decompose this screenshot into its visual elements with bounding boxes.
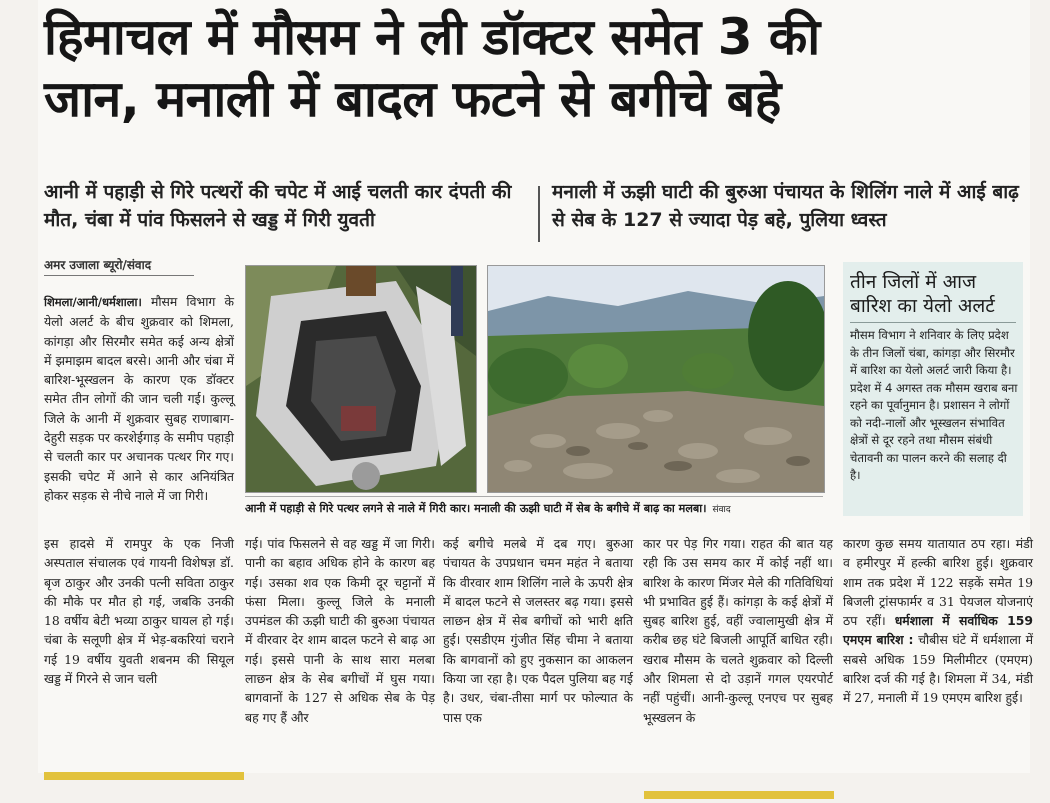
accent-bar-left [44,772,244,780]
subheadline-divider [538,186,540,242]
column-3: कई बगीचे मलबे में दब गए। बुरुआ पंचायत के उपप्रधान चमन महंत ने बताया कि वीरवार शाम शिलिंग नाले के ऊपरी क्षेत्र में बादल फटने से जलस्तर बढ़ गया। इससे लाछन क्षेत्र में सेब बगीचों को भारी क्षति हुई। एसडीएम गुंजीत सिंह चीमा ने बताया कि बागवानों को हुए नुकसान का आकलन किया जा रहा है। एक पैदल पुलिया बह गई है। उधर, चंबा-तीसा मार्ग पर फोल्यात के पास एक [443,536,633,725]
dateline: शिमला/आनी/धर्मशाला। [44,295,142,309]
caption-text: आनी में पहाड़ी से गिरे पत्थर लगने से नाले में गिरी कार। मनाली की ऊझी घाटी में सेब के बगीचे में बाढ़ का मलबा। [245,502,707,515]
crashed-car-illustration [246,266,476,492]
column-5-text-b: चौबीस घंटे में धर्मशाला में सबसे अधिक 159 मिलीमीटर (एमएम) बारिश दर्ज की गई है। शिमला में 34, मंडी में 27, मनाली में 19 एमएम बारिश हुई। [843,632,1033,706]
debris-orchard-illustration [488,266,824,492]
column-5-subhead: धर्मशाला में सर्वाधिक 159 एमएम बारिश : [843,613,1033,648]
lead-paragraph [44,292,234,505]
sidebox-title: तीन जिलों में आज बारिश का येलो अलर्ट [850,271,995,317]
caption-credit: संवाद [712,505,731,515]
lead-text: मौसम विभाग के येलो अलर्ट के बीच शुक्रवार को शिमला, कांगड़ा और सिरमौर समेत कई अन्य क्षेत्रों में झमाझम बादल बरसे। आनी और चंबा में बारिश-भूस्खलन के कारण एक डॉक्टर समेत तीन लोगों की जान चली गई। कुल्लू जिले के आनी में शुक्रवार सुबह राणाबाग- देहुरी सड़क पर करशेईगाड़ के समीप पहाड़ी से चलती कार पर अचानक पत्थर गिर गए। इसकी चपेट में आने से कार अनियंत्रित होकर सड़क से नीचे नाले में जा गिरी। [44,294,234,503]
bottom-accent-strip [44,765,1030,773]
headline-line-2: जान, मनाली में बादल फटने से बगीचे बहे [44,70,781,128]
subheadline-right: मनाली में ऊझी घाटी की बुरुआ पंचायत के शिलिंग नाले में आई बाढ़ से सेब के 127 से ज्यादा पेड़ बहे, पुलिया ध्वस्त [552,181,1019,231]
crashed-car-photo [245,265,477,493]
column-2: गई। पांव फिसलने से वह खड्ड में जा गिरी। पानी का बहाव अधिक होने के कारण बह गई। उसका शव एक किमी दूर चट्टानों में फंसा मिला। कुल्लू जिले के मनाली उपमंडल की ऊझी घाटी की बुरुआ पंचायत में वीरवार देर शाम बादल फटने से बाढ़ आ गई। इससे पानी के साथ सारा मलबा लाछन क्षेत्र के सेब बगीचों में घुस गया। बागवानों के 127 से अधिक सेब के पेड़ बह गए हैं और [245,536,435,725]
headline-line-1: हिमाचल में मौसम ने ली डॉक्टर समेत 3 की [44,8,820,66]
debris-orchard-photo [487,265,825,493]
sidebox-rule [850,322,1016,323]
byline-rule [44,275,194,276]
accent-bar-right [644,791,834,799]
subheadline-left: आनी में पहाड़ी से गिरे पत्थरों की चपेट में आई चलती कार दंपती की मौत, चंबा में पांव फिसलने से खड्ड में गिरी युवती [44,181,512,231]
column-5-text-a: कारण कुछ समय यातायात ठप रहा। मंडी व हमीरपुर में हल्की बारिश हुई। शुक्रवार शाम तक प्रदेश में 122 सड़कें समेत 19 बिजली ट्रांसफार्मर व 31 पेयजल योजनाएं ठप रहीं। [843,536,1033,629]
lead-para-2: इस हादसे में रामपुर के एक निजी अस्पताल संचालक एवं गायनी विशेषज्ञ डॉ. बृज ठाकुर और उनकी पत्नी सविता ठाकुर की मौके पर मौत हो गई, जबकि उनकी 18 वर्षीय बेटी भव्या ठाकुर घायल हो गई। चंबा के सलूणी क्षेत्र में भेड़-बकरियां चराने गई 19 वर्षीय युवती शबनम की सियूल खड्ड में गिरने से जान चली [44,536,234,687]
column-5 [843,534,1033,708]
byline: अमर उजाला ब्यूरो/संवाद [44,258,152,272]
photo-caption [245,496,823,516]
column-1-continued [44,534,234,688]
headline [44,6,1024,130]
sidebox-text: मौसम विभाग ने शनिवार के लिए प्रदेश के तीन जिलों चंबा, कांगड़ा और सिरमौर में बारिश का येलो अलर्ट जारी किया है। प्रदेश में 4 अगस्त तक मौसम खराब बना रहने का पूर्वानुमान है। प्रशासन ने लोगों को नदी-नालों और भूस्खलन संभावित क्षेत्रों से दूर रहने तथा मौसम संबंधी चेतावनी का पालन करने की सलाह दी है। [850,328,1018,482]
column-4: कार पर पेड़ गिर गया। राहत की बात यह रही कि उस समय कार में कोई नहीं था। बारिश के कारण मिंजर मेले की गतिविधियां भी प्रभावित हुई हैं। कांगड़ा के कई क्षेत्रों में सुबह बारिश हुई, वहीं ज्वालामुखी क्षेत्र में करीब छह घंटे बिजली आपूर्ति बाधित रही। खराब मौसम के चलते शुक्रवार को दिल्ली और शिमला से दो उड़ानें गगल एयरपोर्ट नहीं पहुंचीं। आनी-कुल्लू एनएच पर सुबह भूस्खलन के [643,536,833,725]
